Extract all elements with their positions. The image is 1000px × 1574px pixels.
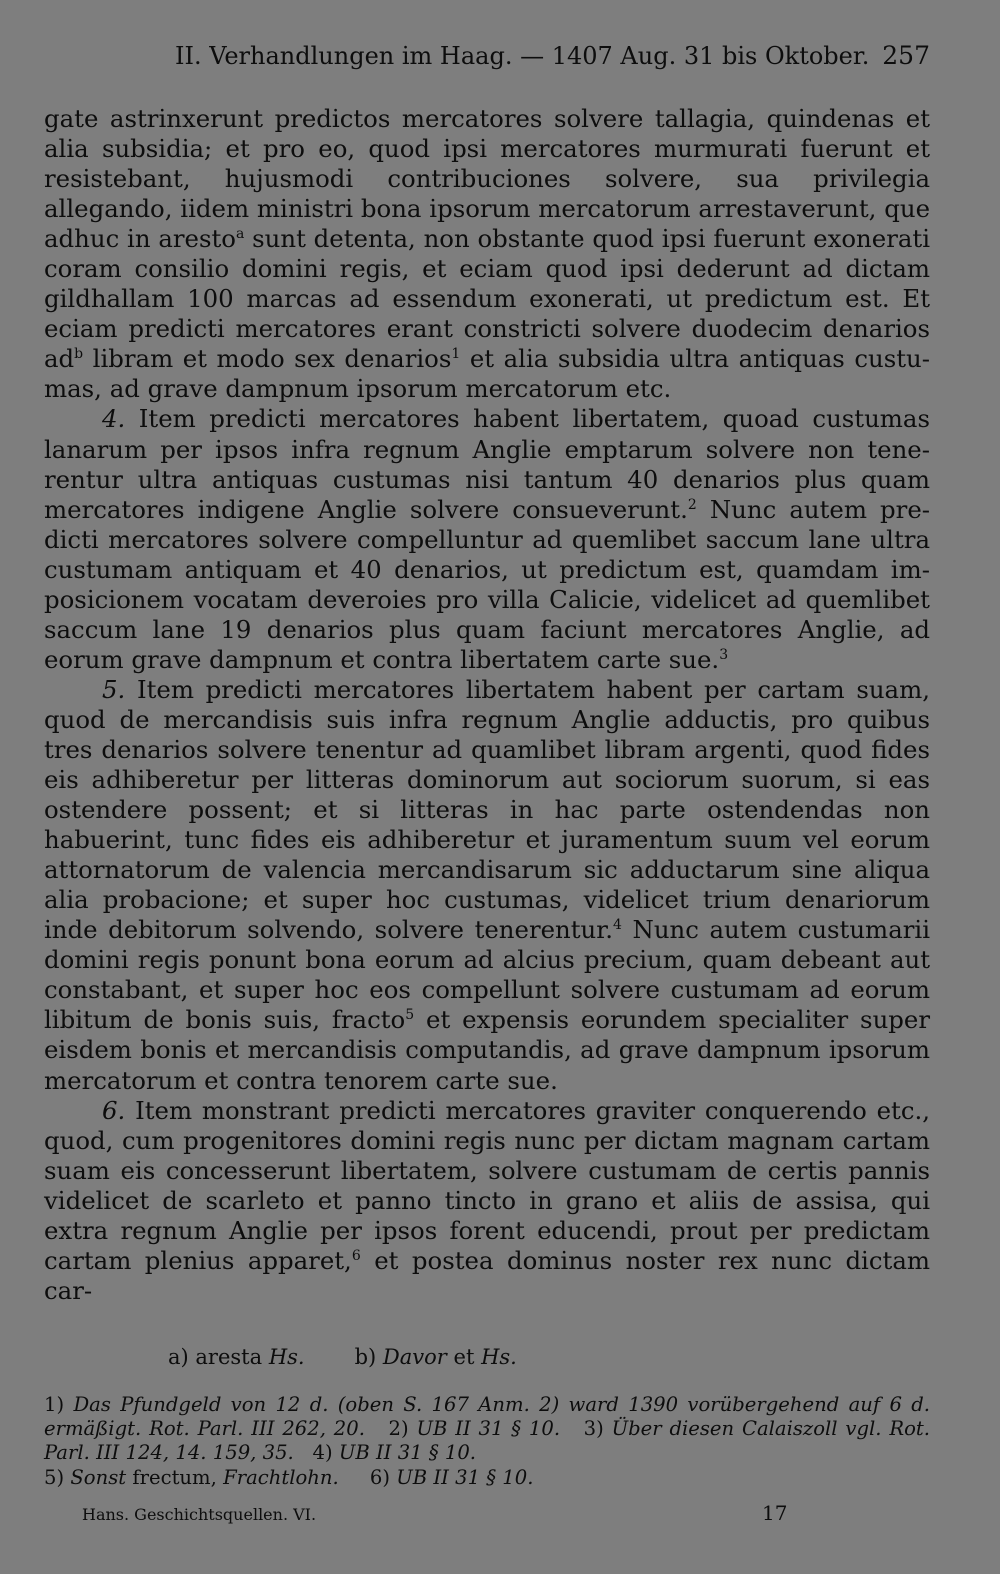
paragraph-number: 4. [102, 404, 126, 434]
paragraph-number: 5. [102, 674, 126, 704]
paragraph-number: 6. [102, 1095, 126, 1125]
footnotes [44, 1393, 930, 1490]
textual-notes [168, 1343, 517, 1371]
footnote-5: 5) Sonst frectum, Frachtlohn. 6) UB II 31 § 10. [44, 1465, 534, 1489]
note-marker-a: a [235, 226, 245, 243]
footnote-ref-3: 3 [719, 646, 729, 663]
paragraph-6: 6. Item monstrant predicti mercatores graviter conquerendo etc., quod, cum progenitores domini regis nunc per dictam magnam cartam suam eis concesserunt libertatem, solvere custumam de certis pannis videlicet de scarleto et panno tincto in grano et aliis de assisa, qui extra regnum Anglie per ipsos forent educendi, prout per predictam cartam plenius apparet,$^6$ et postea dominus noster rex nunc dictam car- [44, 1095, 930, 1305]
footnote-1: 1) Das Pfundgeld von 12 d. (oben S. 167 Anm. 2) ward 1390 vorübergehend auf 6 d. ermäßigt. Rot. Parl. III 262, 20. 2) UB II 31 § 10. 3) Über diesen Calaiszoll vgl. Rot. Parl. III 124, 14. 159, 35. 4) UB II 31 § 10. [44, 1393, 931, 1465]
paragraph-continued: gate astrinxerunt predictos mercatores solvere tallagia, quindenas et alia subsidia; et pro eo, quod ipsi mercatores murmurati fuerunt et resistebant, hujusmodi contribuciones solvere, sua privilegia allegando, iidem ministri bona ipsorum mercatorum arrestaverunt, que adhuc in aresto$^a$ sunt detenta, non obstante quod ipsi fuerunt exonerati coram consilio domini regis, et eciam quod ipsi dederunt ad dictam gildhallam 100 marcas ad essendum exonerati, ut predictum est. Et eciam predicti mercatores erant constricti solvere duodecim denarios $ad^b$ libram et modo sex denarios$^1$ et alia subsidia ultra antiquas custumas, ad grave dampnum ipsorum mercatorum etc. [44, 104, 930, 404]
footnote-6: 6) UB II 31 § 10. [369, 1465, 534, 1489]
footnote-ref-2: 2 [687, 496, 697, 513]
signature-mark: 17 [762, 1501, 788, 1525]
paragraph-4: 4. Item predicti mercatores habent libertatem, quoad custumas lanarum per ipsos infra regnum Anglie emptarum solvere non tenerentur ultra antiquas custumas nisi tantum 40 denarios plus quam mercatores indigene Anglie solvere consueverunt.$^2$ Nunc autem predicti mercatores solvere compelluntur ad quemlibet saccum lane ultra custumam antiquam et 40 denarios, ut predictum est, quamdam imposicionem vocatam deveroies pro villa Calicie, videlicet ad quemlibet saccum lane 19 denarios plus quam faciunt mercatores Anglie, ad eorum grave dampnum et contra libertatem carte sue.$^3$ [44, 404, 930, 674]
note-b: b) Davor et Hs. [354, 1345, 517, 1369]
footnote-3: 3) Über diesen Calaiszoll vgl. Rot. Parl. III 124, 14. 159, 35. [44, 1417, 931, 1465]
footnote-ref-6: 6 [351, 1247, 361, 1264]
main-text [44, 104, 930, 1306]
running-title: II. Verhandlungen im Haag. — 1407 Aug. 31 bis Oktober. [175, 42, 870, 70]
note-marker-b: b [74, 346, 84, 363]
signature-line [82, 1501, 788, 1527]
footnote-4: 4) UB II 31 § 10. [312, 1441, 477, 1465]
footnote-ref-5: 5 [405, 1007, 415, 1024]
running-header [175, 38, 930, 74]
paragraph-5: 5. Item predicti mercatores libertatem habent per cartam suam, quod de mercandisis suis infra regnum Anglie adductis, pro quibus tres denarios solvere tenentur ad quamlibet libram argenti, quod fides eis adhiberetur per litteras dominorum aut sociorum suorum, si eas ostendere possent; et si litteras in hac parte ostendendas non habuerint, tunc fides eis adhiberetur et juramentum suum vel eorum attornatorum de valencia mercandisarum sic adductarum sine aliqua alia probacione; et super hoc custumas, videlicet trium denariorum inde debitorum solvendo, solvere tenerentur.$^4$ Nunc autem custumarii domini regis ponunt bona eorum ad alcius precium, quam debeant aut constabant, et super hoc eos compellunt solvere custumam ad eorum libitum de bonis suis, fracto$^5$ et expensis eorundem specialiter super eisdem bonis et mercandisis computandis, ad grave dampnum ipsorum mercatorum et contra tenorem carte sue. [44, 674, 930, 1095]
footnote-2: 2) UB II 31 § 10. [388, 1417, 561, 1441]
note-a: a) aresta Hs. [168, 1345, 305, 1369]
series-title: Hans. Geschichtsquellen. VI. [82, 1505, 317, 1524]
page-number: 257 [882, 41, 930, 70]
footnote-ref-1: 1 [451, 346, 461, 363]
footnote-ref-4: 4 [613, 917, 622, 934]
